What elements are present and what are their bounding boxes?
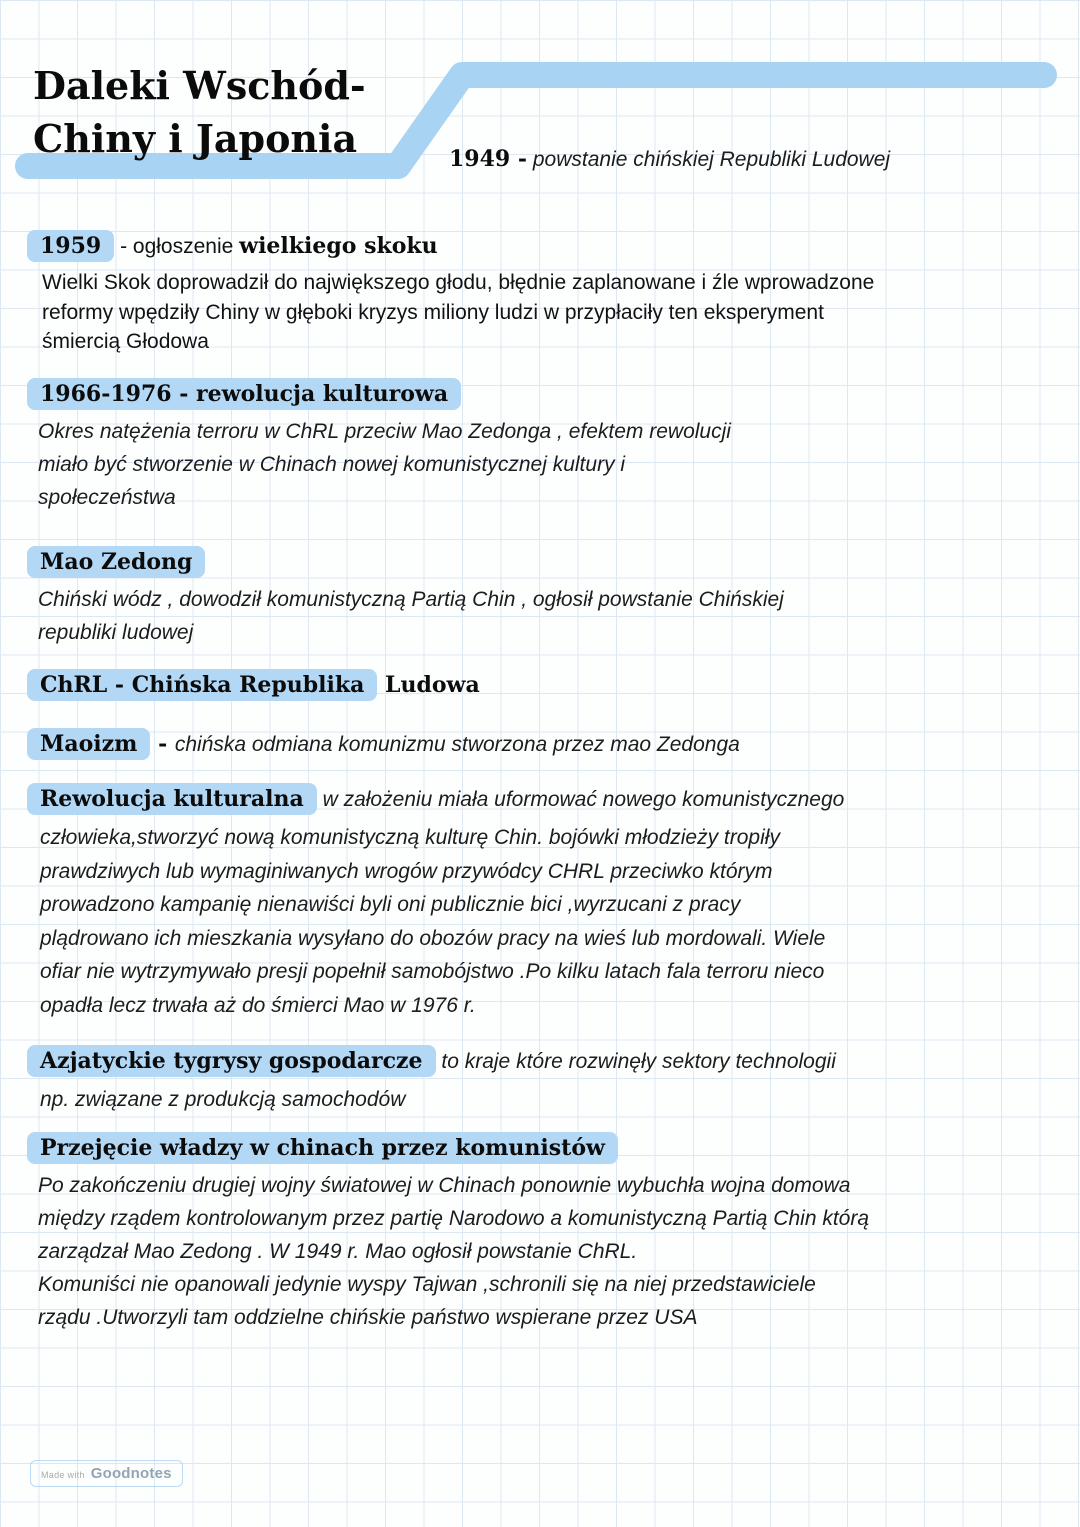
heading-chrl-rest: Ludowa [377, 672, 480, 698]
heading-przejecie-highlight: Przejęcie władzy w chinach przez komunistów [27, 1132, 618, 1164]
definition-azjatyckie-tygrysy [27, 1048, 836, 1074]
heading-1959-bold: wielkiego skoku [239, 233, 438, 259]
timeline-1949-year: 1949 - [449, 146, 528, 172]
body-azjatyckie-tygrysy [40, 1083, 405, 1116]
term-tygrysy-inline: to kraje które rozwinęły sektory technologii [435, 1050, 836, 1073]
term-maoizm-dash: - [150, 731, 175, 757]
heading-1966-highlight: 1966-1976 - rewolucja kulturowa [27, 378, 461, 410]
heading-mao-zedong [27, 549, 205, 575]
heading-1966-1976 [27, 381, 461, 407]
text-line: Po zakończeniu drugiej wojny światowej w Chinach ponownie wybuchła wojna domowa [38, 1174, 851, 1197]
text-line: np. związane z produkcją samochodów [40, 1088, 406, 1111]
text-line: między rządem kontrolowanym przez partię Narodowo a komunistyczną Partią Chin którą [38, 1207, 870, 1230]
definition-rewolucja-kulturalna [27, 786, 844, 812]
heading-1959-year-highlight: 1959 [27, 230, 114, 262]
text-line: ofiar nie wytrzymywało presji popełnił samobójstwo .Po kilku latach fala terroru nieco [40, 960, 825, 983]
text-line: reformy wpędziły Chiny w głęboki kryzys miliony ludzi w przypłaciły ten eksperyment [42, 300, 824, 324]
term-maoizm-highlight: Maoizm [27, 728, 150, 760]
text-line: Komuniści nie opanowali jedynie wyspy Tajwan ,schronili się na niej przedstawiciele [38, 1273, 816, 1296]
goodnotes-watermark [30, 1460, 183, 1487]
page-title-line2: Chiny i Japonia [33, 116, 358, 162]
text-line: plądrowano ich mieszkania wysyłano do obozów pracy na wieś lub mordowali. Wiele [40, 926, 826, 950]
text-line: społeczeństwa [38, 486, 176, 509]
heading-1959 [27, 233, 438, 259]
goodnotes-logo-text: Goodnotes [90, 1465, 172, 1482]
definition-maoizm [27, 731, 740, 757]
text-line: opadła lecz trwała aż do śmierci Mao w 1976 r. [40, 993, 476, 1017]
heading-chrl-highlight: ChRL - Chińska Republika [27, 669, 377, 701]
text-line: prawdziwych lub wymaginiwanych wrogów przywódcy CHRL przeciwko którym [40, 859, 773, 883]
timeline-1949-text: powstanie chińskiej Republiki Ludowej [527, 148, 891, 171]
text-line: Wielki Skok doprowadził do największego głodu, błędnie zaplanowane i źle wprowadzone [42, 271, 875, 294]
text-line: prowadzono kampanię nienawiści byli oni publicznie bici ,wyrzucani z pracy [40, 893, 741, 916]
text-line: miało być stworzenie w Chinach nowej komunistycznej kultury i [38, 453, 626, 476]
body-1959 [42, 268, 874, 357]
text-line: Okres natężenia terroru w ChRL przeciw Mao Zedonga , efektem rewolucji [38, 420, 731, 443]
heading-mao-highlight: Mao Zedong [27, 546, 205, 578]
body-1966 [38, 415, 731, 514]
page-title-line1: Daleki Wschód- [33, 63, 366, 109]
heading-1959-mid: - ogłoszenie [114, 235, 240, 258]
heading-chrl [27, 672, 480, 698]
body-przejecie-wladzy [38, 1169, 869, 1334]
text-line: człowieka,stworzyć nową komunistyczną kulturę Chin. bojówki młodzieży tropiły [40, 826, 780, 849]
term-tygrysy-highlight: Azjatyckie tygrysy gospodarcze [27, 1045, 436, 1077]
text-line: śmiercią Głodowa [42, 330, 209, 353]
text-line: rządu .Utworzyli tam oddzielne chińskie państwo wspierane przez USA [38, 1306, 698, 1329]
watermark-made-with-label: Made with [41, 1470, 85, 1480]
text-line: Chiński wódz , dowodził komunistyczną Partią Chin , ogłosił powstanie Chińskiej [38, 588, 784, 611]
term-rewolucja-highlight: Rewolucja kulturalna [27, 783, 317, 815]
term-maoizm-definition: chińska odmiana komunizmu stworzona przez mao Zedonga [174, 733, 740, 756]
body-rewolucja-kulturalna [40, 821, 825, 1022]
heading-przejecie-wladzy [27, 1135, 618, 1161]
body-mao-zedong [38, 583, 784, 649]
timeline-entry-1949 [449, 146, 890, 172]
page-title [33, 59, 366, 165]
term-rewolucja-inline: w założeniu miała uformować nowego komunistycznego [316, 788, 845, 811]
text-line: zarządzał Mao Zedong . W 1949 r. Mao ogłosił powstanie ChRL. [38, 1240, 638, 1263]
text-line: republiki ludowej [38, 621, 194, 644]
